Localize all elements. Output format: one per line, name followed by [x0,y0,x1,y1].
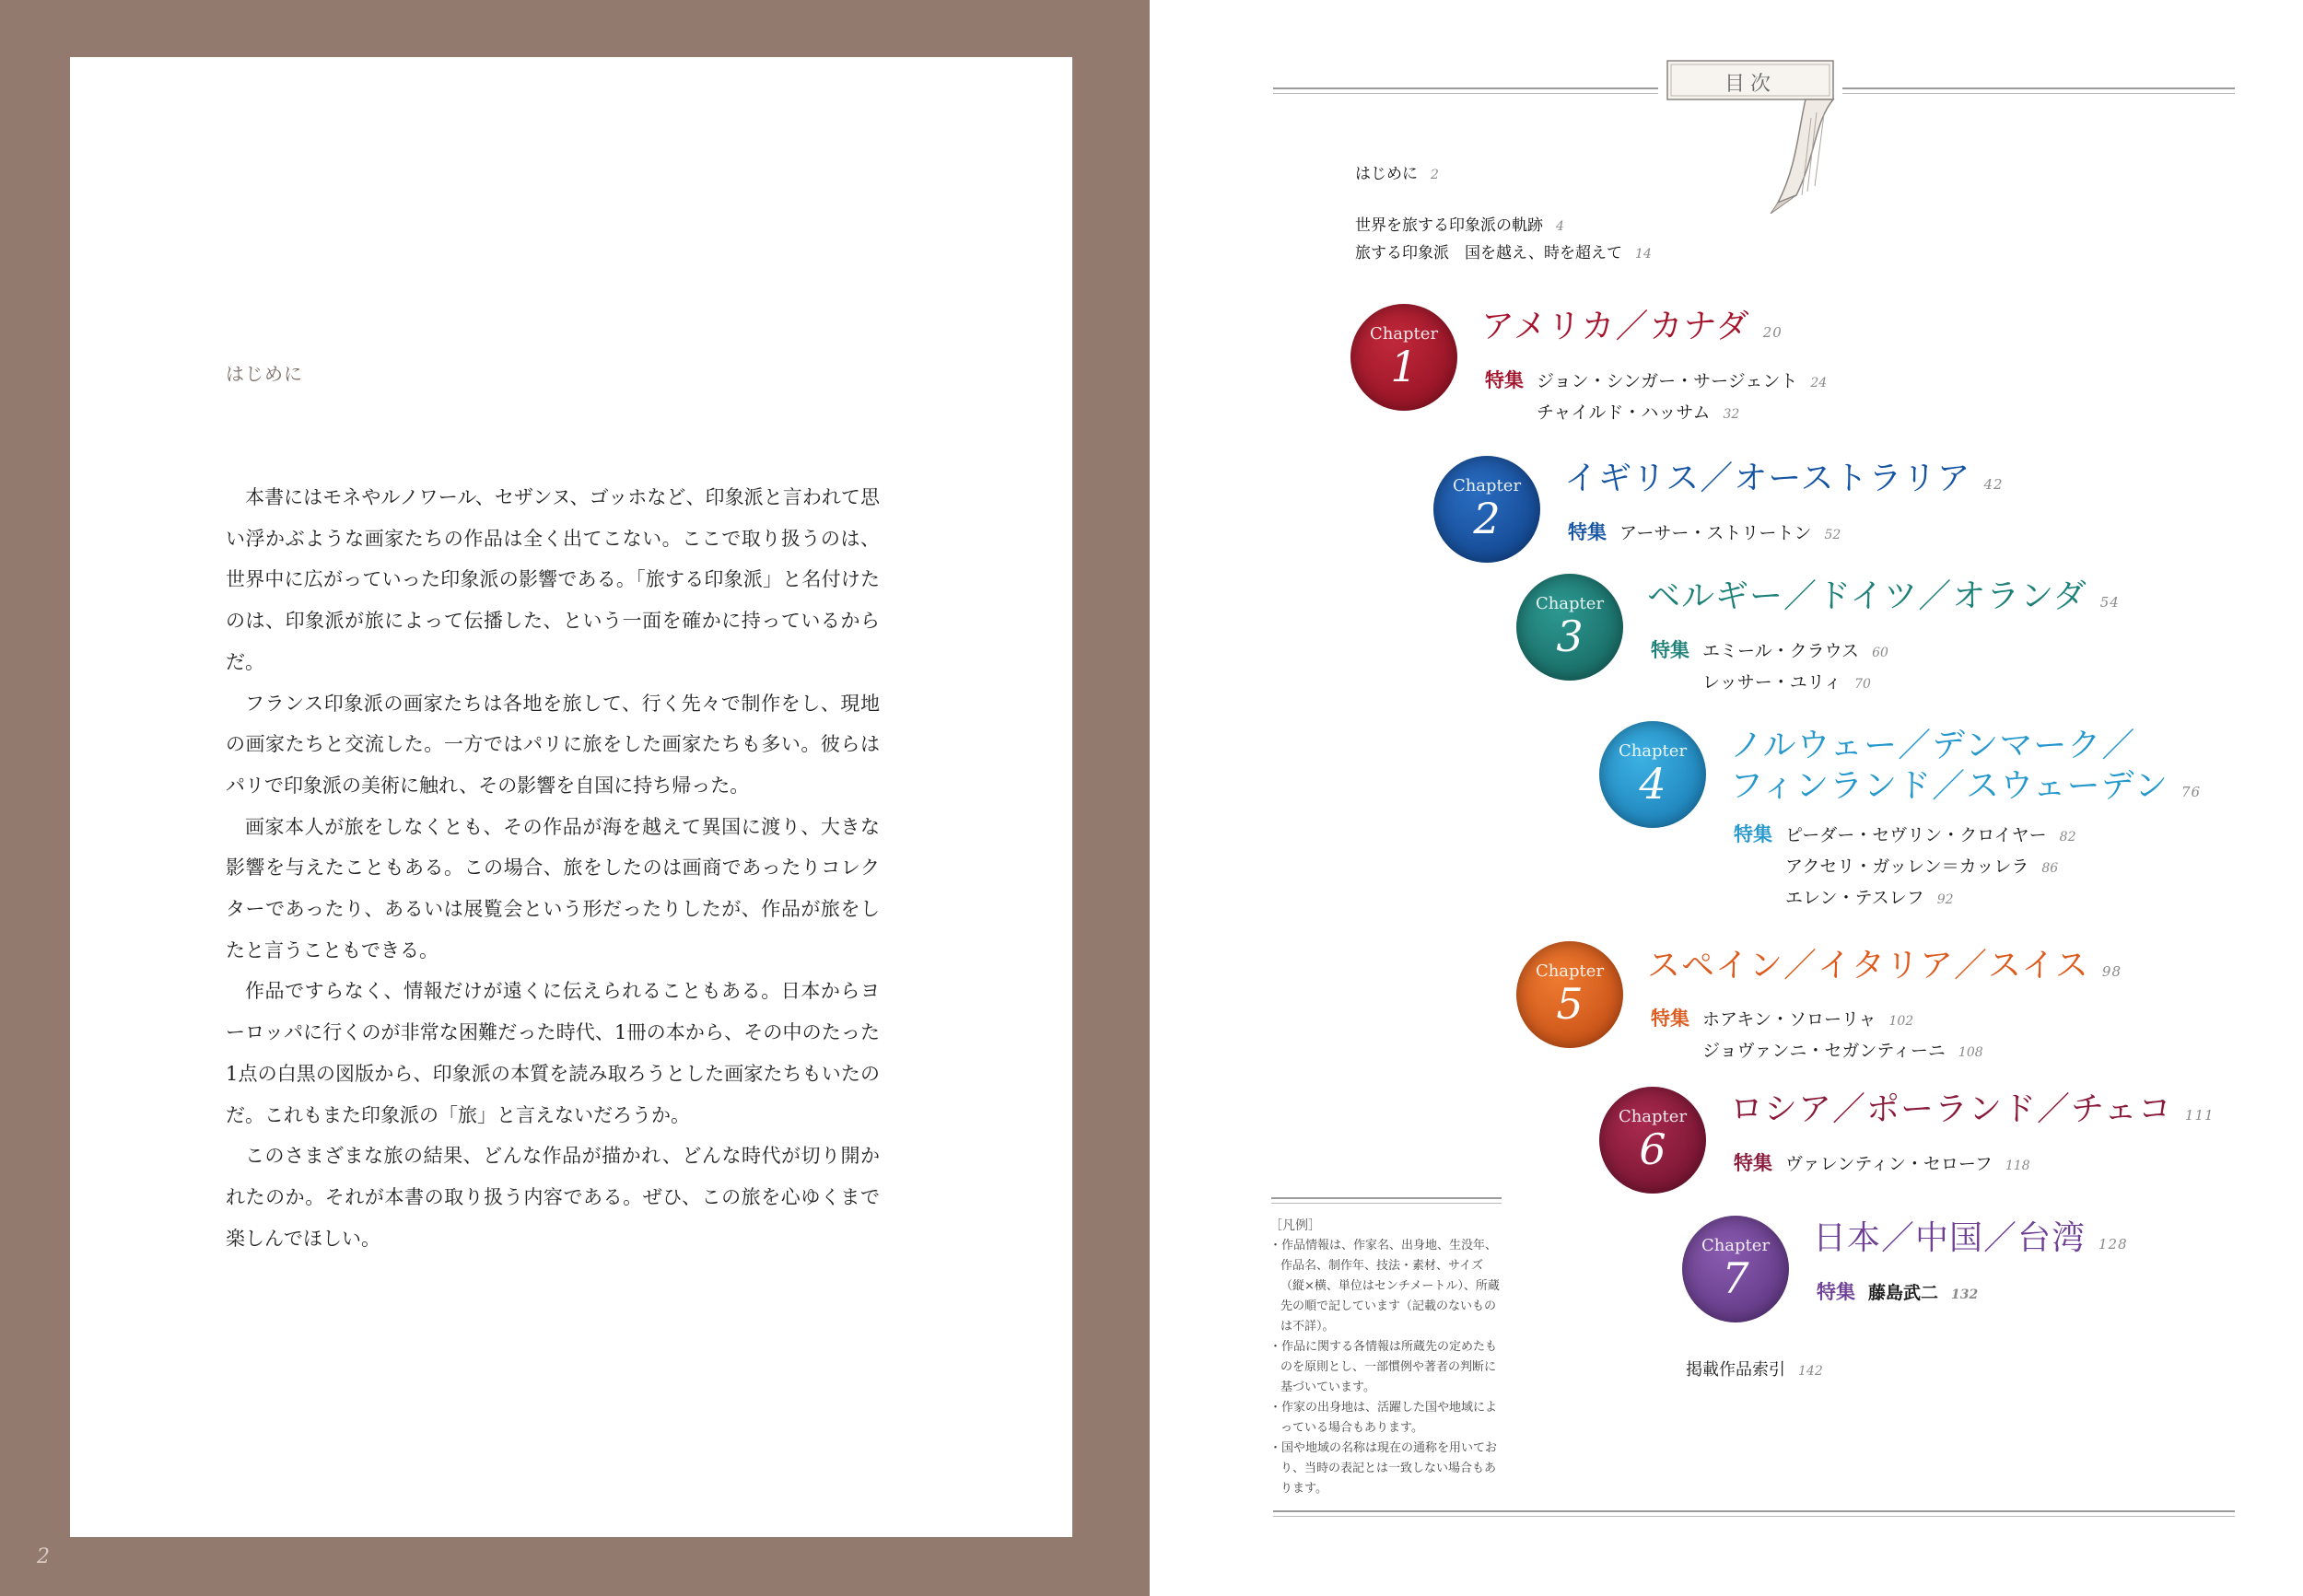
feature-entry[interactable] [1702,669,1871,693]
chapter-title-text: 日本／中国／台湾 [1813,1219,2087,1257]
feature-name: ホアキン・ソローリャ [1702,1009,1876,1030]
chapter-number: 3 [1556,612,1584,661]
legend-item: ・作品情報は、作家名、出身地、生没年、作品名、制作年、技法・素材、サイズ（縦×横、単位はセンチメートル）、所蔵先の順で記しています（記載のないものは不詳）。 [1269,1239,1500,1334]
chapter-word: Chapter [1701,1236,1771,1255]
chapter-title-text: ベルギー／ドイツ／オランダ [1647,577,2087,615]
intro-paragraph: このさまざまな旅の結果、どんな作品が描かれ、どんな時代が切り開かれたのか。それが本書の取り扱う内容である。ぜひ、この旅を心ゆくまで楽しんでほしい。 [226,1145,880,1250]
feature-entry[interactable] [1868,1279,1978,1304]
intro-paragraph: フランス印象派の画家たちは各地を旅して、行く先々で制作をし、現地の画家たちと交流した。一方ではパリに旅をした画家たちも多い。彼らはパリで印象派の美術に触れ、その影響を自国に持ち帰った。 [226,692,880,797]
toc-entry-essay[interactable] [1355,239,1652,262]
chapter-2-title[interactable] [1564,459,2004,505]
chapter-5-badge[interactable] [1516,941,1623,1048]
chapter-word: Chapter [1618,741,1688,761]
top-rule-right [1842,87,2235,89]
feature-entry[interactable] [1537,399,1739,424]
toc-entry-intro[interactable] [1355,160,1439,183]
legend-rule [1271,1197,1502,1199]
feature-entry[interactable] [1702,637,1888,662]
toc-page-number: 132 [1951,1287,1979,1302]
feature-name: 藤島武二 [1868,1283,1939,1303]
chapter-number: 4 [1639,759,1666,809]
toc-page-number: 52 [1824,528,1841,542]
toc-page-number: 111 [2184,1107,2215,1124]
chapter-number: 5 [1556,979,1584,1029]
feature-label: 特集 [1734,1151,1772,1174]
toc-page-number: 42 [1983,476,2004,493]
feature-entry[interactable] [1702,1037,1983,1062]
legend-item: ・作品に関する各情報は所蔵先の定めたものを原則とし、一部慣例や著者の判断に基づいています。 [1269,1340,1498,1394]
chapter-7-title[interactable] [1813,1218,2128,1264]
feature-entry[interactable] [1785,821,2076,846]
chapter-title-text: アメリカ／カナダ [1481,308,1750,345]
toc-page-number: 20 [1762,324,1783,341]
feature-label: 特集 [1651,638,1689,661]
toc-page-number: 128 [2098,1236,2128,1252]
legend-item: ・作家の出身地は、活躍した国や地域によっている場合もあります。 [1269,1401,1498,1435]
chapter-title-text: ロシア／ポーランド／チェコ [1730,1090,2172,1128]
feature-name: チャイルド・ハッサム [1537,402,1711,423]
feature-label: 特集 [1568,520,1607,543]
chapter-word: Chapter [1535,594,1605,613]
legend-item: ・国や地域の名称は現在の通称を用いており、当時の表記とは一致しない場合もあります。 [1269,1441,1498,1496]
feature-name: レッサー・ユリィ [1702,672,1842,693]
feature-entry[interactable] [1785,853,2058,878]
legend-box [1269,1206,1500,1499]
feature-name: アーサー・ストリートン [1619,523,1812,543]
toc-page-number: 86 [2041,861,2059,876]
toc-entry-label: はじめに [1355,165,1418,183]
chapter-number: 2 [1473,494,1501,543]
feature-name: ジョン・シンガー・サージェント [1537,371,1798,391]
chapter-5-title[interactable] [1647,946,2122,992]
chapter-7-badge[interactable] [1682,1216,1789,1322]
toc-page-number: 32 [1723,407,1740,422]
feature-name: エレン・テスレフ [1785,888,1924,908]
chapter-number: 7 [1722,1253,1749,1303]
toc-page-number: 102 [1888,1014,1914,1029]
feature-name: ジョヴァンニ・セガンティーニ [1702,1041,1946,1061]
feature-entry[interactable] [1619,519,1841,544]
chapter-4-badge[interactable] [1599,721,1706,828]
intro-body [226,477,880,1259]
toc-page-number: 24 [1810,376,1828,390]
chapter-word: Chapter [1452,476,1522,495]
chapter-6-title[interactable] [1730,1089,2215,1136]
toc-entry-trajectory[interactable] [1355,212,1564,235]
toc-page-number: 82 [2059,830,2076,845]
bottom-rule [1273,1510,2235,1512]
chapter-3-title[interactable] [1647,577,2120,623]
toc-page-number: 118 [2005,1159,2030,1173]
chapter-3-badge[interactable] [1516,574,1623,681]
chapter-word: Chapter [1535,961,1605,981]
chapter-number: 6 [1639,1124,1666,1174]
feature-name: エミール・クラウス [1702,641,1860,661]
toc-page-number: 14 [1635,247,1652,262]
feature-entry[interactable] [1537,367,1827,392]
intro-paragraph: 作品ですらなく、情報だけが遠くに伝えられることもある。日本からヨーロッパに行くのが非常な困難だった時代、1冊の本から、その中のたった1点の白黒の図版から、印象派の本質を読み取ろうとした画家たちもいたのだ。これもまた印象派の「旅」と言えないだろうか。 [226,980,880,1126]
feature-label: 特集 [1485,368,1524,391]
chapter-title-text: イギリス／オーストラリア [1564,460,1971,497]
feature-entry[interactable] [1785,1150,2030,1175]
chapter-1-badge[interactable] [1350,304,1457,411]
feature-label: 特集 [1651,1007,1689,1030]
toc-page-number: 108 [1958,1045,1983,1060]
toc-page-number: 92 [1936,892,1954,907]
toc-page-number: 4 [1556,219,1564,234]
chapter-2-badge[interactable] [1433,456,1540,563]
toc-entry-label: 世界を旅する印象派の軌跡 [1355,216,1543,235]
toc-entry-index[interactable] [1686,1357,1823,1380]
toc-page-number: 70 [1854,677,1871,692]
intro-paragraph: 本書にはモネやルノワール、セザンヌ、ゴッホなど、印象派と言われて思い浮かぶような画家たちの作品は全く出てこない。ここで取り扱うのは、世界中に広がっていった印象派の影響である。「旅する印象派」と名付けたのは、印象派が旅によって伝播した、という一面を確かに持っているからだ。 [226,486,880,673]
feature-name: ピーダー・セヴリン・クロイヤー [1785,825,2047,845]
toc-page-number: 54 [2099,594,2120,611]
toc-entry-label: 旅する印象派 国を越え、時を超えて [1355,244,1623,262]
chapter-4-title[interactable] [1730,726,2201,812]
feature-label: 特集 [1817,1280,1855,1303]
page-number-left: 2 [37,1545,50,1568]
top-rule-left [1273,87,1658,89]
chapter-1-title[interactable] [1481,307,1783,353]
toc-page-number: 76 [2180,784,2202,800]
toc-page-number: 2 [1431,168,1439,182]
toc-page-number: 98 [2101,963,2122,980]
chapter-word: Chapter [1618,1107,1688,1126]
intro-paragraph: 画家本人が旅をしなくとも、その作品が海を越えて異国に渡り、大きな影響を与えたこともある。この場合、旅をしたのは画商であったりコレクターであったり、あるいは展覧会という形だったりしたが、作品が旅をしたと言うこともできる。 [226,815,880,961]
feature-label: 特集 [1734,822,1772,845]
feature-name: アクセリ・ガッレン＝カッレラ [1785,856,2029,877]
toc-entry-label: 掲載作品索引 [1686,1360,1785,1380]
toc-page-number: 60 [1872,646,1888,660]
chapter-word: Chapter [1369,324,1439,344]
chapter-number: 1 [1390,342,1418,391]
chapter-6-badge[interactable] [1599,1087,1706,1194]
toc-page-number: 142 [1798,1364,1823,1379]
chapter-title-text: フィンランド／スウェーデン [1730,767,2169,805]
toc-title: 目次 [1724,73,1776,96]
feature-name: ヴァレンティン・セローフ [1785,1154,1993,1174]
chapter-title-text: ノルウェー／デンマーク／ [1730,727,2136,764]
intro-heading: はじめに [226,363,303,385]
legend-title: ［凡例］ [1269,1218,1321,1233]
feature-entry[interactable] [1785,884,1954,909]
feature-entry[interactable] [1702,1006,1913,1031]
chapter-title-text: スペイン／イタリア／スイス [1647,947,2089,984]
